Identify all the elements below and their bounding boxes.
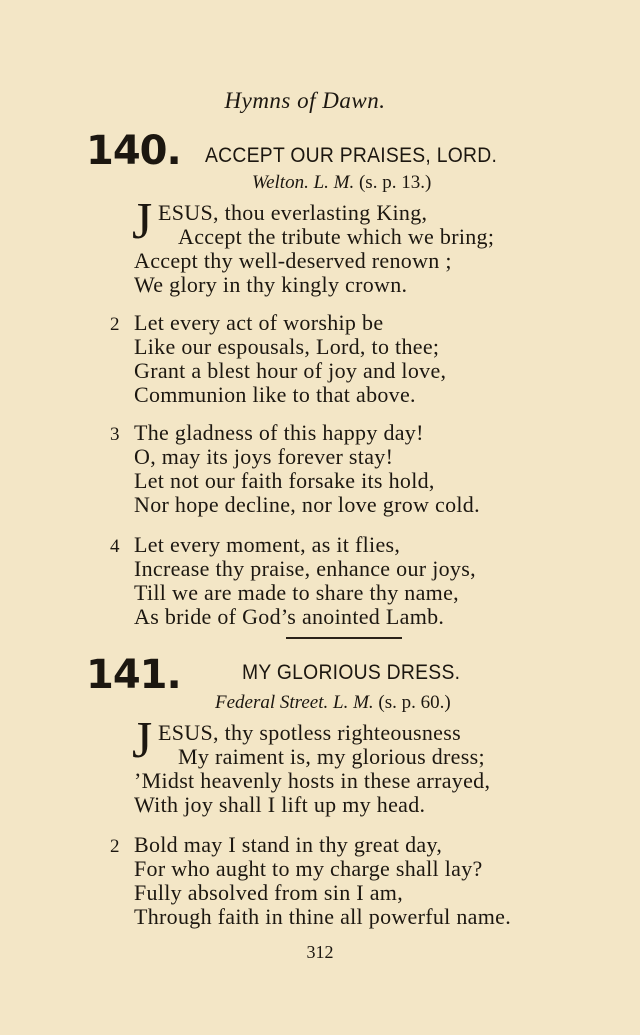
drop-cap: J xyxy=(132,712,153,769)
verse-line: For who aught to my charge shall lay? xyxy=(134,856,483,881)
verse-line: Increase thy praise, enhance our joys, xyxy=(134,556,476,581)
verse-line: O, may its joys forever stay! xyxy=(134,444,394,469)
verse-line: Till we are made to share thy name, xyxy=(134,580,459,605)
verse-line: My raiment is, my glorious dress; xyxy=(178,744,485,769)
running-head: Hymns of Dawn. xyxy=(224,88,386,113)
tune-name: Welton. L. M. xyxy=(252,172,355,193)
verse-line: As bride of God’s anointed Lamb. xyxy=(134,604,445,629)
verse-number: 4 xyxy=(110,536,120,557)
drop-cap: J xyxy=(132,193,153,250)
verse-line: Like our espousals, Lord, to thee; xyxy=(134,334,440,359)
tune-reference: (s. p. 13.) xyxy=(358,172,432,193)
verse-line: We glory in thy kingly crown. xyxy=(134,272,408,297)
verse-line: Let every moment, as it flies, xyxy=(134,532,401,557)
page-number: 312 xyxy=(306,942,334,962)
verse-line: ’Midst heavenly hosts in these arrayed, xyxy=(134,768,491,793)
verse-line: The gladness of this happy day! xyxy=(134,420,424,445)
hymn-title: ACCEPT OUR PRAISES, LORD. xyxy=(205,144,498,167)
tune-name: Federal Street. L. M. xyxy=(215,692,374,713)
tune-reference: (s. p. 60.) xyxy=(378,692,451,713)
hymn-number: 141. xyxy=(86,652,181,698)
verse-line: Fully absolved from sin I am, xyxy=(134,880,404,905)
verse-line: ESUS, thou everlasting King, xyxy=(158,200,428,225)
verse-number: 2 xyxy=(110,314,120,335)
verse-line: Let not our faith forsake its hold, xyxy=(134,468,435,493)
verse-line: Accept thy well-deserved renown ; xyxy=(134,248,452,273)
verse-line: Bold may I stand in thy great day, xyxy=(134,832,443,857)
verse-line: Grant a blest hour of joy and love, xyxy=(134,358,447,383)
tune-line xyxy=(215,692,451,714)
verse-line: ESUS, thy spotless righteousness xyxy=(158,720,461,745)
tune-line xyxy=(252,172,431,194)
verse-number: 3 xyxy=(110,424,120,445)
verse-line: Let every act of worship be xyxy=(134,310,384,335)
verse-number: 2 xyxy=(110,836,120,857)
section-divider xyxy=(286,637,402,639)
verse-line: Nor hope decline, nor love grow cold. xyxy=(134,492,480,517)
hymn-number: 140. xyxy=(86,128,181,174)
hymn-title: MY GLORIOUS DRESS. xyxy=(242,661,461,684)
verse-line: Through faith in thine all powerful name. xyxy=(134,904,512,929)
verse-line: Accept the tribute which we bring; xyxy=(178,224,495,249)
verse-line: With joy shall I lift up my head. xyxy=(134,792,426,817)
verse-line: Communion like to that above. xyxy=(134,382,416,407)
